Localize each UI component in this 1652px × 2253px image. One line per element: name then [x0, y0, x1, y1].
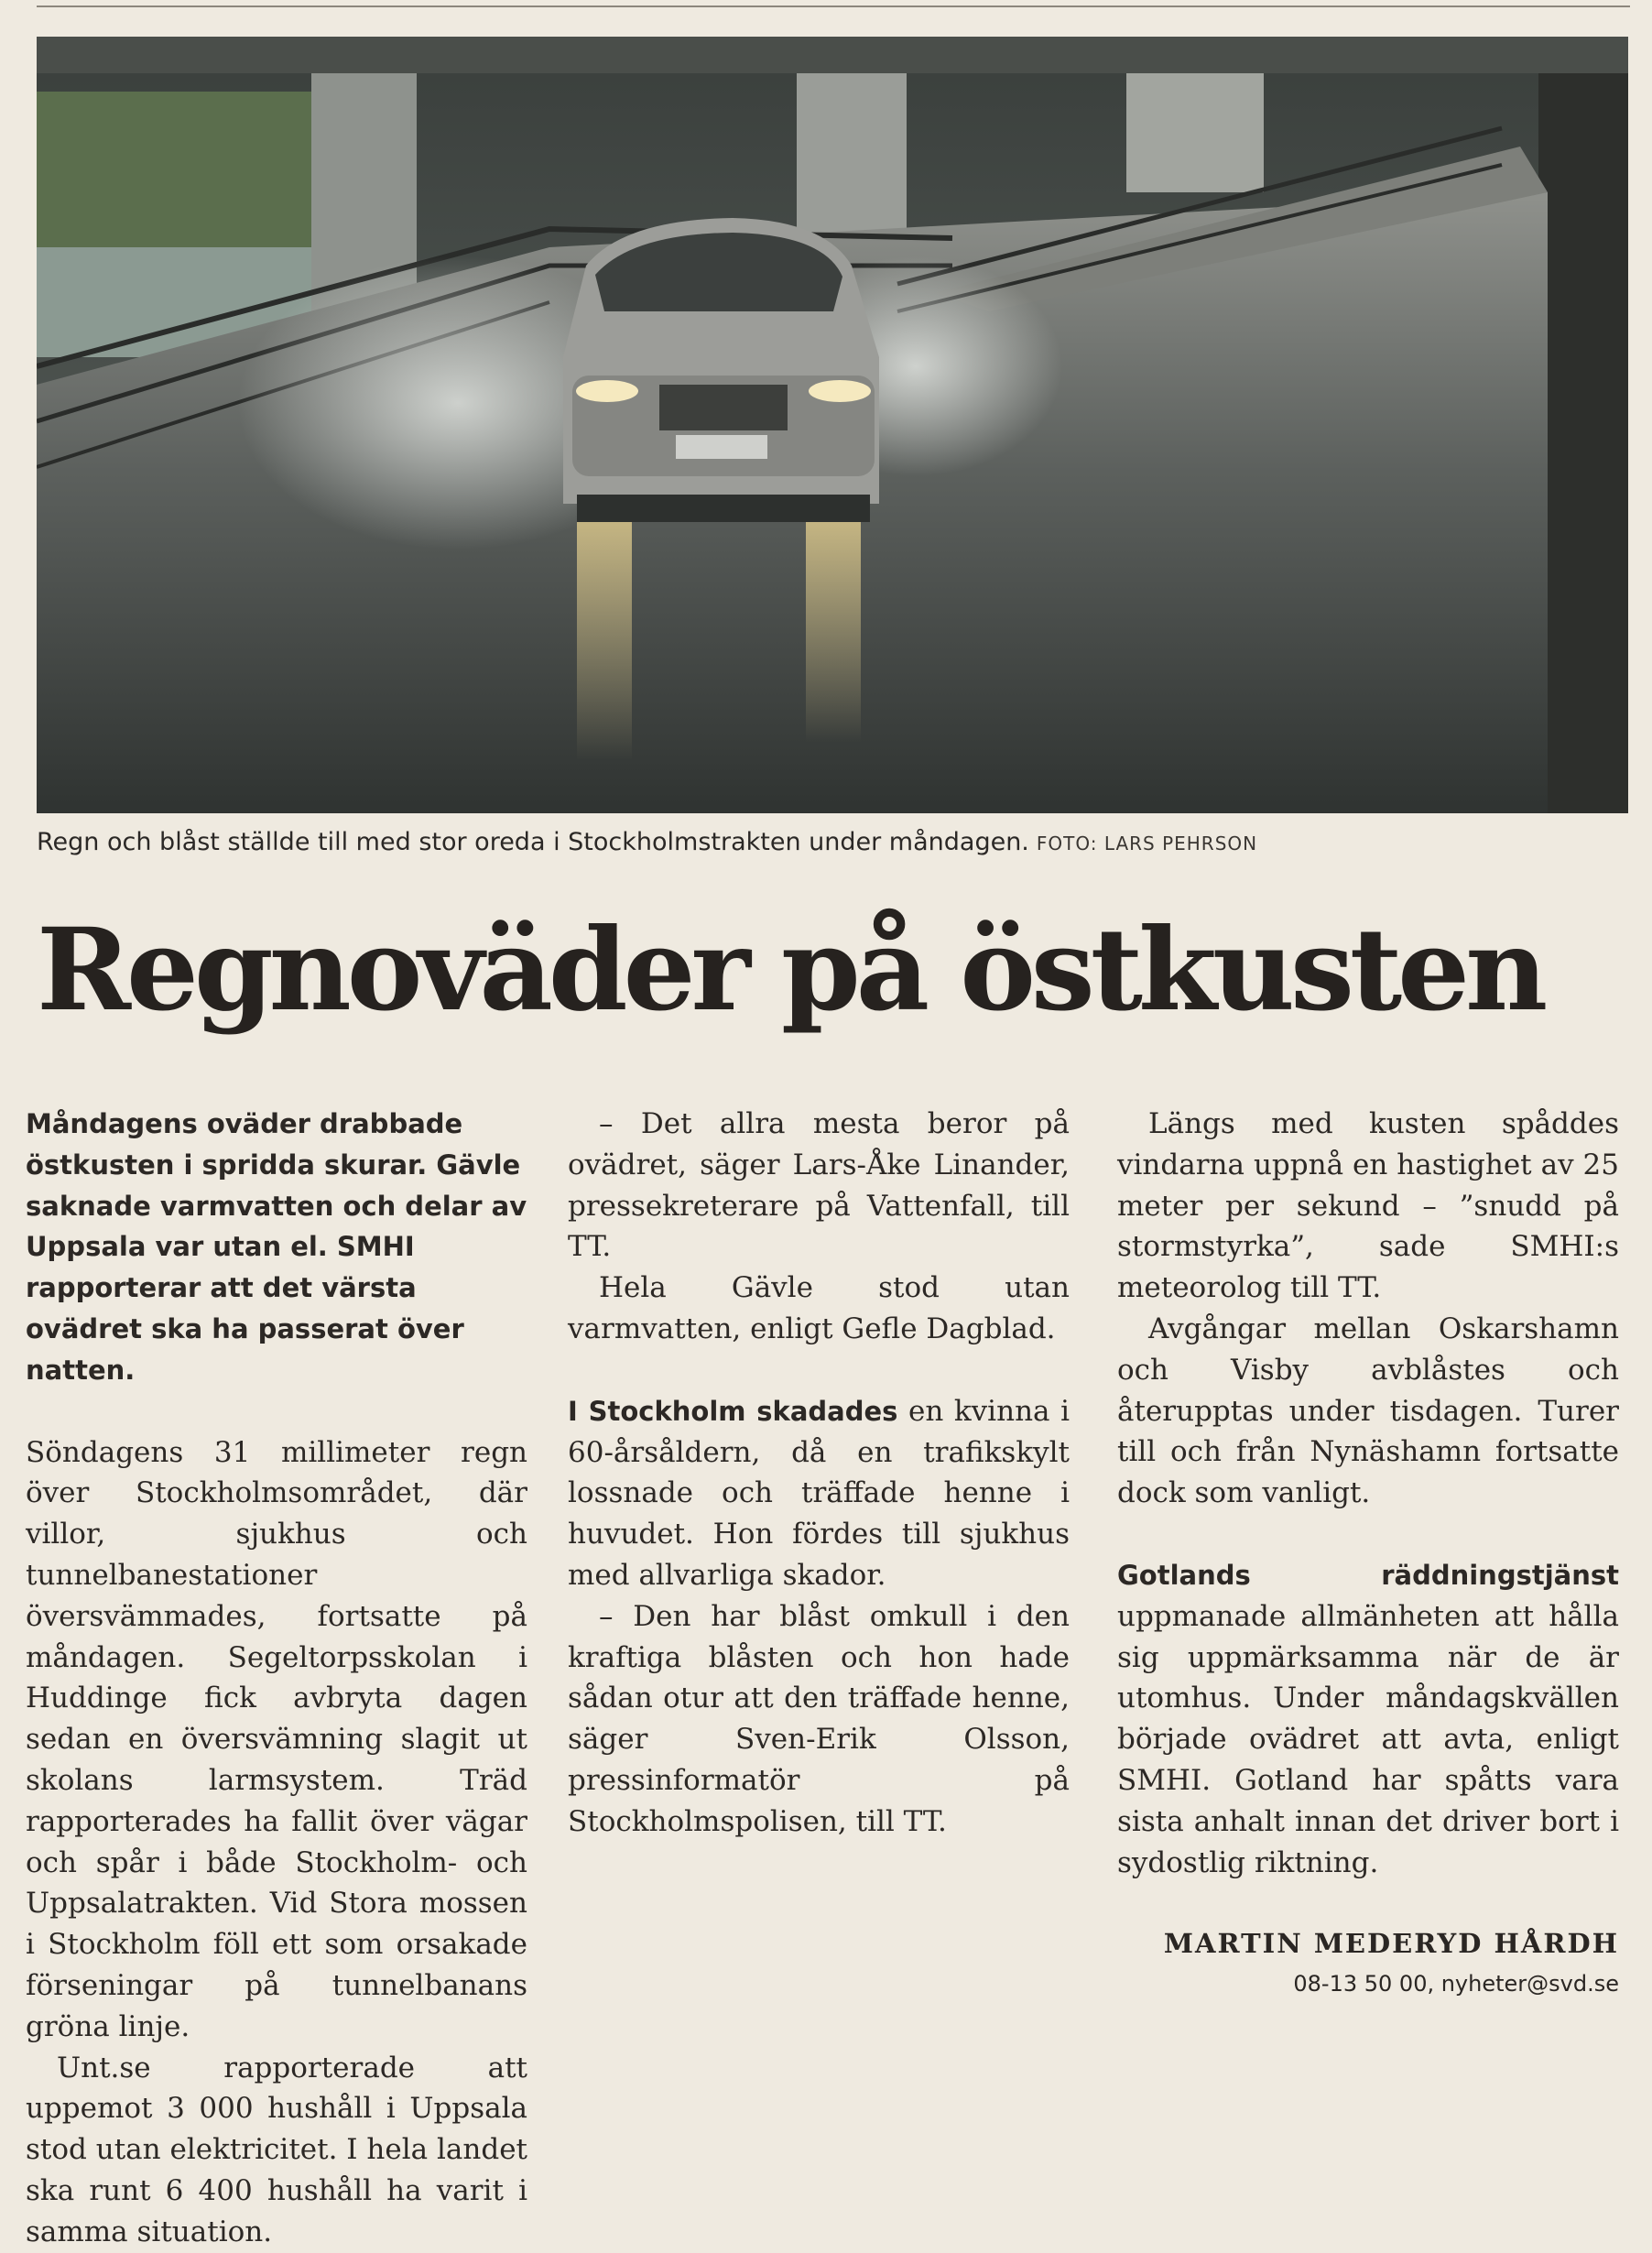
body-paragraph: – Det allra mesta beror på ovädret, säger Lars-Åke Linander, pressekreterare på Vattenfall, till TT.	[568, 1107, 1070, 1264]
top-rule	[37, 5, 1630, 7]
byline: MARTIN MEDERYD HÅRDH	[1163, 1928, 1619, 1959]
body-paragraph	[568, 1391, 1070, 1596]
article-column-2	[568, 1104, 1070, 1843]
paragraph-text: en kvinna i 60-årsåldern, då en trafikskylt lossnade och träffade henne i huvudet. Hon fördes till sjukhus med allvarliga skador.	[568, 1394, 1070, 1592]
ingress: Måndagens oväder drabbade östkusten i spridda skurar. Gävle saknade varmvatten och delar av Uppsala var utan el. SMHI rapporterar att det värsta ovädret ska ha passerat över natten.	[26, 1108, 527, 1386]
photo-credit: FOTO: LARS PEHRSON	[1036, 833, 1258, 854]
body-paragraph: Längs med kusten spåddes vindarna uppnå en hastighet av 25 meter per sekund – ”snudd på stormstyrka”, sade SMHI:s meteorolog till TT.	[1117, 1107, 1619, 1305]
headline: Regnoväder på östkusten	[37, 904, 1544, 1037]
body-paragraph	[1117, 1555, 1619, 1883]
paragraph-leadin: Gotlands räddningstjänst	[1117, 1559, 1619, 1591]
body-paragraph: Avgångar mellan Oskarshamn och Visby avblåstes och återupptas under tisdagen. Turer till och från Nynäshamn fortsatte dock som vanligt.	[1117, 1312, 1619, 1510]
photo-caption	[37, 824, 1630, 861]
article-column-1	[26, 1104, 527, 2253]
body-paragraph: Hela Gävle stod utan varmvatten, enligt Gefle Dagblad.	[568, 1271, 1070, 1345]
caption-text: Regn och blåst ställde till med stor oreda i Stockholmstrakten under måndagen.	[37, 828, 1029, 856]
article-column-3	[1117, 1104, 1619, 1883]
paragraph-leadin: I Stockholm skadades	[568, 1395, 898, 1427]
contact-info: 08-13 50 00, nyheter@svd.se	[1293, 1971, 1619, 1997]
body-paragraph: Söndagens 31 millimeter regn över Stockholmsområdet, där villor, sjukhus och tunnelbanestationer översvämmades, fortsatte på måndagen. Segeltorpsskolan i Huddinge fick avbryta dagen sedan en översvämning slagit ut skolans larmsystem. Träd rapporterades ha fallit över vägar och spår i både Stockholm- och Uppsalatrakten. Vid Stora mossen i Stockholm föll ett som orsakade förseningar på tunnelbanans gröna linje.	[26, 1435, 527, 2043]
body-paragraph: – Den har blåst omkull i den kraftiga blåsten och hon hade sådan otur att den träffade henne, säger Sven-Erik Olsson, pressinformatör på Stockholmspolisen, till TT.	[568, 1599, 1070, 1838]
photo-illustration	[37, 37, 1628, 813]
paragraph-text: uppmanade allmänheten att hålla sig uppmärksamma när de är utomhus. Under måndagskvällen började ovädret att avta, enligt SMHI. Gotland har spåtts vara sista anhalt innan det driver bort i sydostlig riktning.	[1117, 1599, 1619, 1879]
news-photo	[37, 37, 1628, 813]
body-paragraph: Unt.se rapporterade att uppemot 3 000 hushåll i Uppsala stod utan elektricitet. I hela landet ska runt 6 400 hushåll ha varit i samma situation.	[26, 2051, 527, 2248]
